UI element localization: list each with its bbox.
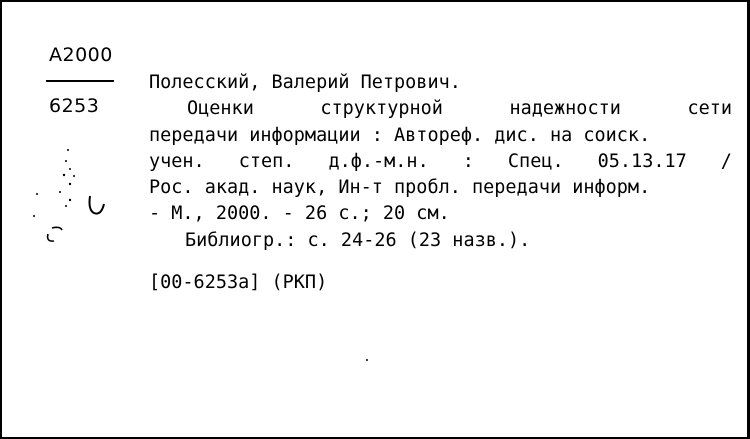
- title-word: сети: [687, 98, 732, 120]
- degree-word: /: [720, 150, 732, 172]
- bibliographic-entry: [149, 70, 732, 254]
- degree-word: степ.: [238, 150, 295, 172]
- degree-word: Спец.: [507, 150, 564, 172]
- inventory-number: 6253: [49, 95, 100, 117]
- degree-word: 05.13.17: [597, 150, 687, 172]
- shelf-code: A2000: [49, 44, 113, 66]
- title-line: [149, 96, 732, 122]
- degree-word: учен.: [149, 150, 205, 172]
- shelf-mark-divider: [46, 80, 114, 82]
- handwritten-mark: [30, 142, 120, 252]
- title-continuation-line: передачи информации : Автореф. дис. на соиск.: [149, 124, 651, 146]
- title-word: надежности: [509, 98, 621, 120]
- degree-line: [149, 149, 732, 175]
- catalog-id: [00-6253a] (РКП): [149, 272, 328, 293]
- degree-word: д.ф.-м.н.: [328, 150, 429, 172]
- imprint-line: - М., 2000. - 26 с.; 20 см.: [149, 203, 450, 225]
- bibliography-note: Библиогр.: с. 24-26 (23 назв.).: [185, 229, 531, 251]
- title-word: структурной: [320, 98, 443, 120]
- title-word: Оценки: [187, 98, 254, 120]
- institution-line: Рос. акад. наук, Ин-т пробл. передачи информ.: [149, 177, 651, 199]
- ink-speck: [364, 358, 374, 362]
- degree-word: :: [462, 150, 474, 172]
- author-line: Полесский, Валерий Петрович.: [149, 72, 461, 93]
